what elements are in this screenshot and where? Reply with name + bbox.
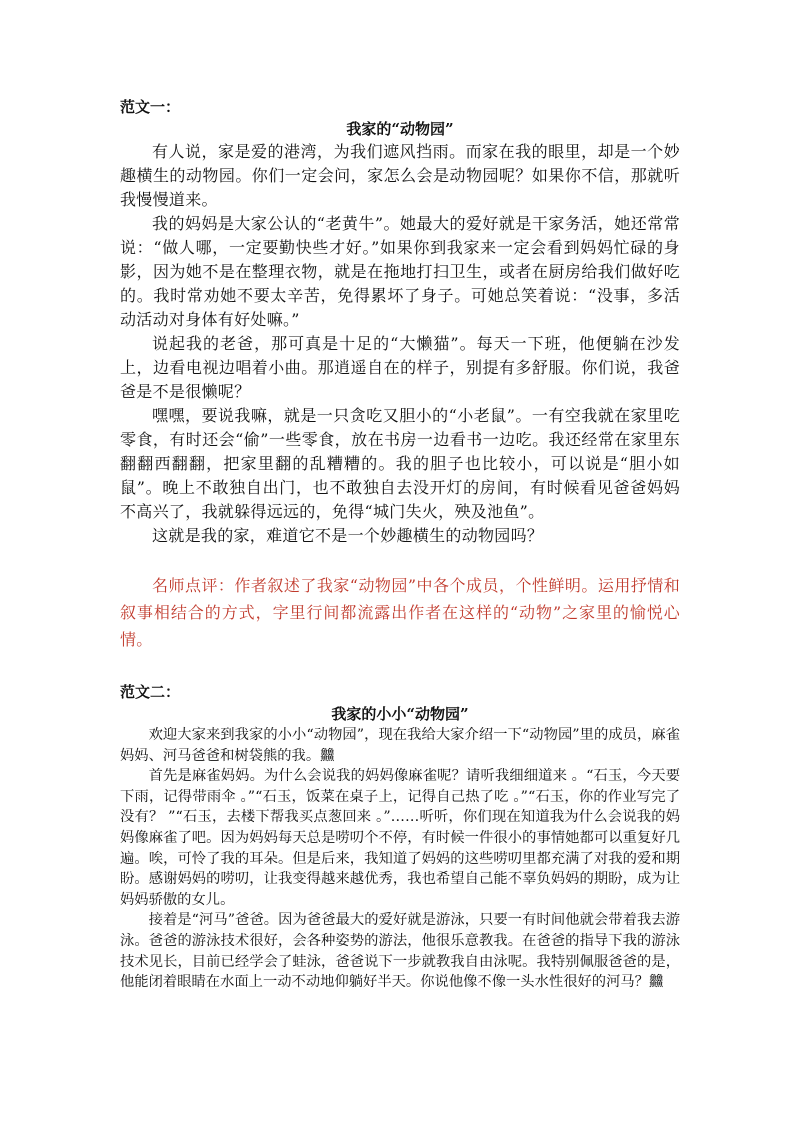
essay-two-label: 范文二： xyxy=(120,683,181,701)
essay-one-paragraph-1: 有人说，家是爱的港湾，为我们遮风挡雨。而家在我的眼里，却是一个妙趣横生的动物园。你们一定会问，家怎么会是动物园呢？如果你不信，那就听我慢慢道来。 xyxy=(120,142,680,209)
essay-two-paragraph-1: 欢迎大家来到我家的小小“动物园”，现在我给大家介绍一下“动物园”里的成员，麻雀妈妈、河马爸爸和树袋熊的我。䲜 xyxy=(120,727,680,764)
essay-one xyxy=(120,96,680,653)
essay-one-paragraph-2: 我的妈妈是大家公认的“老黄牛”。她最大的爱好就是干家务活，她还常常说：“做人哪，一定要勤快些才好。”如果你到我家来一定会看到妈妈忙碌的身影，因为她不是在整理衣物，就是在拖地打扫卫生，或者在厨房给我们做好吃的。我时常劝她不要太辛苦，免得累坏了身子。可她总笑着说：“没事，多活动活动对身体有好处嘛。” xyxy=(120,214,680,329)
essay-two xyxy=(120,681,680,993)
essay-one-paragraph-4: 嘿嘿，要说我嘛，就是一只贪吃又胆小的“小老鼠”。一有空我就在家里吃零食，有时还会“偷”一些零食，放在书房一边看书一边吃。我还经常在家里东翻翻西翻翻，把家里翻的乱糟糟的。我的胆子也比较小，可以说是“胆小如鼠”。晚上不敢独自出门，也不敢独自去没开灯的房间，有时候看见爸爸妈妈不高兴了，我就躲得远远的，免得“城门失火，殃及池鱼”。 xyxy=(120,406,680,521)
teacher-comment: 名师点评：作者叙述了我家“动物园”中各个成员，个性鲜明。运用抒情和叙事相结合的方式，字里行间都流露出作者在这样的“动物”之家里的愉悦心情。 xyxy=(120,576,680,649)
essay-two-paragraph-3: 接着是“河马”爸爸。因为爸爸最大的爱好就是游泳，只要一有时间他就会带着我去游泳。爸爸的游泳技术很好，会各种姿势的游法，他很乐意教我。在爸爸的指导下我的游泳技术见长，目前已经学会了蛙泳，爸爸说下一步就教我自由泳呢。我特别佩服爸爸的是，他能闭着眼睛在水面上一动不动地仰躺好半天。你说他像不像一头水性很好的河马？䲜 xyxy=(120,912,680,991)
essay-one-label: 范文一： xyxy=(120,98,181,116)
essay-one-paragraph-5: 这就是我的家，难道它不是一个妙趣横生的动物园吗？ xyxy=(152,526,544,545)
document-page xyxy=(120,96,680,991)
essay-one-title: 我家的“动物园” xyxy=(346,120,454,138)
essay-one-paragraph-3: 说起我的老爸，那可真是十足的“大懒猫”。每天一下班，他便躺在沙发上，边看电视边唱着小曲。那逍遥自在的样子，别提有多舒服。你们说，我爸爸是不是很懒呢？ xyxy=(120,334,680,401)
essay-two-title: 我家的小小“动物园” xyxy=(331,705,469,723)
essay-two-paragraph-2: 首先是麻雀妈妈。为什么会说我的妈妈像麻雀呢？请听我细细道来 。“石玉，今天要下雨，记得带雨伞 。”“石玉，饭菜在桌子上，记得自己热了吃 。”“石玉，你的作业写完了没有？ ”“石玉，去楼下帮我买点葱回来 。”……听听，你们现在知道我为什么会说我的妈妈像麻雀了吧。因为妈妈每天总是唠叨个不停，有时候一件很小的事情她都可以重复好几遍。唉，可怜了我的耳朵。但是后来，我知道了妈妈的这些唠叨里都充满了对我的爱和期盼。感谢妈妈的唠叨，让我变得越来越优秀，我也希望自己能不辜负妈妈的期盼，成为让妈妈骄傲的女儿。 xyxy=(120,768,680,908)
